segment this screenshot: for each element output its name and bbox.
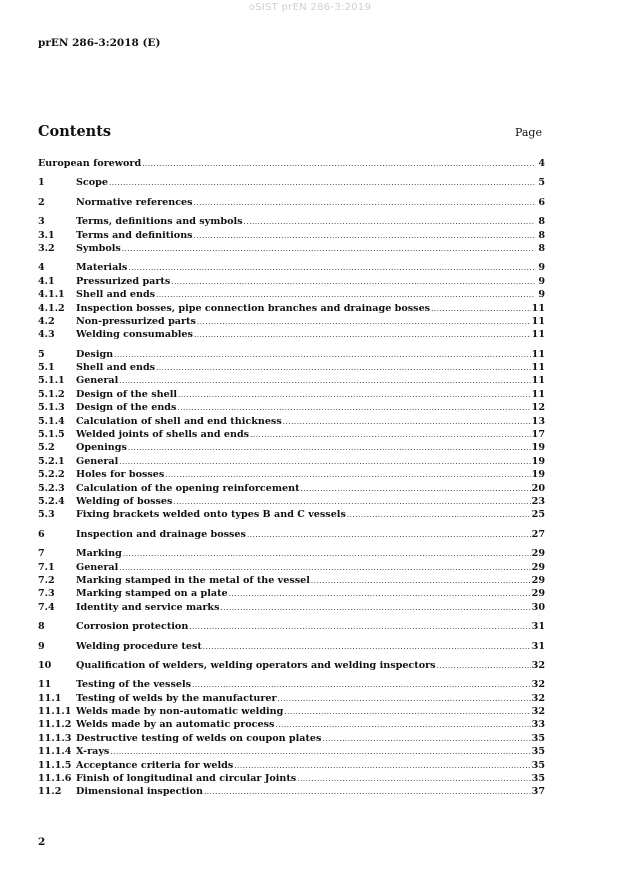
- toc-entry-page: 13: [531, 415, 545, 427]
- toc-entry[interactable]: [38, 196, 545, 209]
- toc-dot-leader: [128, 442, 531, 455]
- toc-entry-title: X-rays: [76, 746, 110, 758]
- toc-dot-leader: [142, 158, 535, 171]
- toc-dot-leader: [347, 509, 531, 522]
- toc-entry[interactable]: [38, 388, 545, 401]
- toc-entry-number: 7.4: [38, 601, 55, 613]
- toc-entry-title: Terms and definitions: [76, 229, 193, 241]
- toc-entry[interactable]: [38, 401, 545, 414]
- toc-entry-title: Dimensional inspection: [76, 786, 203, 798]
- toc-entry-number: 11: [38, 679, 52, 691]
- toc-section-group: [38, 215, 545, 255]
- table-of-contents: [38, 157, 545, 799]
- toc-entry-page: 32: [531, 659, 545, 671]
- toc-entry[interactable]: [38, 561, 545, 574]
- toc-entry-page: 12: [531, 402, 545, 414]
- toc-entry-page: 17: [531, 429, 545, 441]
- toc-entry[interactable]: [38, 528, 545, 541]
- toc-entry-title: Symbols: [76, 242, 121, 254]
- toc-dot-leader: [297, 773, 530, 786]
- toc-entry-number: 4.2: [38, 315, 55, 327]
- toc-entry-number: 3.1: [38, 229, 55, 241]
- toc-entry-page: 31: [531, 640, 545, 652]
- toc-entry-title: Design of the shell: [76, 388, 177, 400]
- toc-dot-leader: [247, 529, 531, 542]
- toc-entry-title: General: [76, 455, 119, 467]
- toc-dot-leader: [156, 289, 535, 302]
- toc-entry[interactable]: [38, 328, 545, 341]
- toc-dot-leader: [114, 349, 530, 362]
- toc-entry-title: Corrosion protection: [76, 621, 189, 633]
- toc-entry[interactable]: [38, 157, 545, 170]
- toc-entry[interactable]: [38, 428, 545, 441]
- toc-entry[interactable]: [38, 302, 545, 315]
- toc-entry-title: Testing of the vessels: [76, 679, 191, 691]
- toc-dot-leader: [110, 746, 530, 759]
- toc-entry-page: 5: [538, 177, 545, 189]
- toc-entry-page: 6: [538, 196, 545, 208]
- toc-entry-title: Openings: [76, 442, 127, 454]
- toc-entry-number: 7: [38, 548, 45, 560]
- toc-entry[interactable]: [38, 705, 545, 718]
- toc-entry-title: Calculation of shell and end thickness: [76, 415, 282, 427]
- toc-entry-title: Holes for bosses: [76, 469, 165, 481]
- toc-entry-number: 11.1.2: [38, 719, 72, 731]
- toc-entry-number: 11.1.1: [38, 706, 72, 718]
- toc-dot-leader: [437, 660, 531, 673]
- toc-dot-leader: [204, 786, 531, 799]
- document-id: prEN 286-3:2018 (E): [38, 37, 161, 49]
- toc-entry-number: 4.3: [38, 329, 55, 341]
- toc-dot-leader: [322, 733, 530, 746]
- toc-entry[interactable]: [38, 759, 545, 772]
- toc-dot-leader: [431, 303, 531, 316]
- toc-entry-number: 5.1.1: [38, 375, 65, 387]
- toc-entry-number: 5.1.4: [38, 415, 65, 427]
- page-column-header: Page: [514, 126, 542, 139]
- toc-dot-leader: [197, 316, 531, 329]
- toc-entry-page: 29: [531, 588, 545, 600]
- toc-entry-number: 7.2: [38, 574, 55, 586]
- toc-entry-number: 11.1: [38, 692, 62, 704]
- toc-entry[interactable]: [38, 242, 545, 255]
- toc-entry-page: 11: [531, 362, 545, 374]
- toc-entry-title: Identity and service marks: [76, 601, 220, 613]
- toc-entry-number: 2: [38, 196, 45, 208]
- toc-entry-page: 23: [531, 495, 545, 507]
- toc-entry-page: 37: [531, 786, 545, 798]
- toc-entry-page: 9: [538, 262, 545, 274]
- toc-entry-title: Welded joints of shells and ends: [76, 429, 250, 441]
- toc-dot-leader: [203, 641, 531, 654]
- toc-entry[interactable]: [38, 587, 545, 600]
- toc-entry[interactable]: [38, 455, 545, 468]
- toc-entry-number: 10: [38, 659, 52, 671]
- toc-dot-leader: [128, 262, 535, 275]
- toc-section-group: [38, 528, 545, 541]
- toc-entry-number: 11.2: [38, 786, 62, 798]
- toc-dot-leader: [284, 706, 530, 719]
- toc-entry-page: 30: [531, 601, 545, 613]
- toc-entry-page: 35: [531, 746, 545, 758]
- toc-entry-number: 8: [38, 621, 45, 633]
- toc-entry-title: Marking: [76, 548, 122, 560]
- toc-entry-title: Welds made by non-automatic welding: [76, 706, 284, 718]
- toc-entry-title: Testing of welds by the manufacturer: [76, 692, 277, 704]
- toc-entry-number: 11.1.6: [38, 773, 72, 785]
- toc-entry[interactable]: [38, 176, 545, 189]
- watermark: oSIST prEN 286-3:2019: [248, 2, 372, 13]
- toc-entry-page: 4: [538, 158, 545, 169]
- toc-dot-leader: [171, 276, 535, 289]
- toc-entry[interactable]: [38, 601, 545, 614]
- toc-entry-page: 29: [531, 548, 545, 560]
- toc-entry-page: 32: [531, 679, 545, 691]
- toc-entry[interactable]: [38, 482, 545, 495]
- toc-entry[interactable]: [38, 620, 545, 633]
- toc-entry-title: Calculation of the opening reinforcement: [76, 482, 300, 494]
- toc-section-group: [38, 547, 545, 614]
- toc-entry-number: 11.1.3: [38, 732, 72, 744]
- toc-entry-number: 11.1.5: [38, 759, 72, 771]
- toc-entry[interactable]: [38, 288, 545, 301]
- toc-entry-number: 5.2: [38, 442, 55, 454]
- toc-entry-page: 8: [538, 242, 545, 254]
- toc-section-group: [38, 261, 545, 341]
- toc-entry-number: 7.1: [38, 561, 55, 573]
- toc-entry-title: Finish of longitudinal and circular Joints: [76, 773, 297, 785]
- toc-entry[interactable]: [38, 441, 545, 454]
- toc-entry[interactable]: [38, 495, 545, 508]
- toc-entry-number: 4: [38, 262, 45, 274]
- toc-dot-leader: [275, 719, 530, 732]
- toc-entry-title: Non-pressurized parts: [76, 315, 196, 327]
- toc-entry-number: 5.3: [38, 509, 55, 521]
- toc-entry[interactable]: [38, 745, 545, 758]
- toc-entry-title: Scope: [76, 177, 108, 189]
- toc-entry[interactable]: [38, 415, 545, 428]
- toc-entry-title: Shell and ends: [76, 289, 156, 301]
- toc-entry-page: 11: [531, 329, 545, 341]
- toc-dot-leader: [165, 469, 530, 482]
- toc-entry-title: General: [76, 375, 119, 387]
- toc-entry-number: 1: [38, 177, 45, 189]
- toc-entry-title: Welding of bosses: [76, 495, 173, 507]
- page-number: 2: [38, 836, 46, 848]
- toc-entry[interactable]: [38, 261, 545, 274]
- toc-entry-page: 11: [531, 388, 545, 400]
- toc-entry[interactable]: [38, 574, 545, 587]
- toc-dot-leader: [122, 243, 535, 256]
- toc-entry[interactable]: [38, 678, 545, 691]
- toc-entry[interactable]: [38, 374, 545, 387]
- toc-entry-title: Marking stamped on a plate: [76, 588, 228, 600]
- toc-entry-page: 8: [538, 229, 545, 241]
- toc-entry-number: 3.2: [38, 242, 55, 254]
- toc-entry-title: Inspection bosses, pipe connection branches and drainage bosses: [76, 302, 431, 314]
- toc-entry[interactable]: [38, 547, 545, 560]
- toc-dot-leader: [156, 362, 531, 375]
- toc-dot-leader: [278, 693, 531, 706]
- toc-dot-leader: [177, 402, 530, 415]
- toc-entry[interactable]: [38, 640, 545, 653]
- toc-dot-leader: [244, 216, 535, 229]
- toc-entry[interactable]: [38, 361, 545, 374]
- toc-entry-title: Marking stamped in the metal of the vessel: [76, 574, 310, 586]
- toc-entry[interactable]: [38, 468, 545, 481]
- toc-entry-number: 9: [38, 640, 45, 652]
- toc-entry-title: Fixing brackets welded onto types B and C vessels: [76, 509, 346, 521]
- toc-entry-page: 19: [531, 442, 545, 454]
- toc-section-group: [38, 640, 545, 653]
- toc-entry-number: 4.1: [38, 275, 55, 287]
- toc-entry-page: 25: [531, 509, 545, 521]
- toc-entry-page: 19: [531, 469, 545, 481]
- toc-entry-number: 5.2.1: [38, 455, 65, 467]
- toc-dot-leader: [220, 602, 530, 615]
- toc-entry-page: 11: [531, 375, 545, 387]
- toc-section-group: [38, 176, 545, 189]
- toc-entry-page: 11: [531, 315, 545, 327]
- toc-entry-number: 4.1.1: [38, 289, 65, 301]
- toc-entry-page: 11: [531, 348, 545, 360]
- toc-entry-number: 5.2.2: [38, 469, 65, 481]
- toc-entry-title: Terms, definitions and symbols: [76, 216, 243, 228]
- toc-dot-leader: [119, 456, 530, 469]
- toc-entry-number: 5: [38, 348, 45, 360]
- toc-entry-page: 33: [531, 719, 545, 731]
- toc-entry-title: Acceptance criteria for welds: [76, 759, 234, 771]
- toc-dot-leader: [311, 575, 531, 588]
- toc-entry-title: Design of the ends: [76, 402, 177, 414]
- toc-dot-leader: [194, 197, 535, 210]
- toc-section-group: [38, 678, 545, 799]
- contents-heading: Contents: [38, 123, 112, 140]
- toc-dot-leader: [250, 429, 531, 442]
- toc-entry-title: Welding procedure test: [76, 640, 202, 652]
- toc-entry-title: Pressurized parts: [76, 275, 171, 287]
- toc-entry[interactable]: [38, 275, 545, 288]
- toc-entry-page: 9: [538, 289, 545, 301]
- toc-entry-number: 5.1.3: [38, 402, 65, 414]
- toc-entry-number: 5.1.2: [38, 388, 65, 400]
- toc-section-group: [38, 348, 545, 522]
- toc-section-group: [38, 659, 545, 672]
- toc-entry-page: 27: [531, 528, 545, 540]
- toc-entry[interactable]: [38, 215, 545, 228]
- toc-dot-leader: [119, 375, 530, 388]
- toc-entry-number: 11.1.4: [38, 746, 72, 758]
- toc-section-group: [38, 157, 545, 170]
- toc-entry-number: 4.1.2: [38, 302, 65, 314]
- toc-entry-page: 32: [531, 706, 545, 718]
- toc-entry-title: European foreword: [38, 158, 142, 169]
- toc-entry-title: Qualification of welders, welding operators and welding inspectors: [76, 659, 436, 671]
- toc-entry[interactable]: [38, 718, 545, 731]
- toc-entry-page: 32: [531, 692, 545, 704]
- toc-entry-number: 5.2.4: [38, 495, 65, 507]
- toc-entry-number: 6: [38, 528, 45, 540]
- toc-entry-page: 9: [538, 275, 545, 287]
- toc-entry-title: General: [76, 561, 119, 573]
- toc-entry-title: Materials: [76, 262, 128, 274]
- toc-entry-title: Normative references: [76, 196, 193, 208]
- toc-entry-title: Design: [76, 348, 114, 360]
- toc-dot-leader: [194, 230, 535, 243]
- toc-dot-leader: [229, 588, 531, 601]
- toc-entry-page: 31: [531, 621, 545, 633]
- toc-entry[interactable]: [38, 732, 545, 745]
- toc-entry[interactable]: [38, 348, 545, 361]
- toc-entry-page: 8: [538, 216, 545, 228]
- toc-dot-leader: [173, 496, 530, 509]
- toc-entry-page: 11: [531, 302, 545, 314]
- toc-entry-page: 35: [531, 759, 545, 771]
- toc-entry[interactable]: [38, 315, 545, 328]
- toc-dot-leader: [189, 621, 530, 634]
- toc-entry-title: Welding consumables: [76, 329, 193, 341]
- toc-entry[interactable]: [38, 508, 545, 521]
- toc-entry-number: 5.2.3: [38, 482, 65, 494]
- toc-entry-title: Shell and ends: [76, 362, 156, 374]
- toc-entry-page: 19: [531, 455, 545, 467]
- toc-entry-page: 29: [531, 574, 545, 586]
- toc-entry-page: 35: [531, 732, 545, 744]
- toc-section-group: [38, 196, 545, 209]
- toc-entry-number: 5.1.5: [38, 429, 65, 441]
- toc-entry[interactable]: [38, 692, 545, 705]
- toc-dot-leader: [301, 483, 531, 496]
- toc-dot-leader: [109, 177, 535, 190]
- toc-entry-number: 5.1: [38, 362, 55, 374]
- toc-entry-number: 3: [38, 216, 45, 228]
- toc-entry[interactable]: [38, 772, 545, 785]
- toc-dot-leader: [123, 548, 531, 561]
- toc-dot-leader: [283, 416, 531, 429]
- toc-dot-leader: [194, 329, 531, 342]
- toc-entry-title: Welds made by an automatic process: [76, 719, 275, 731]
- toc-entry[interactable]: [38, 785, 545, 798]
- toc-entry[interactable]: [38, 659, 545, 672]
- toc-section-group: [38, 620, 545, 633]
- toc-dot-leader: [192, 679, 531, 692]
- toc-entry-page: 29: [531, 561, 545, 573]
- toc-entry-page: 35: [531, 773, 545, 785]
- toc-entry-title: Inspection and drainage bosses: [76, 528, 246, 540]
- toc-entry-number: 7.3: [38, 588, 55, 600]
- toc-dot-leader: [119, 562, 530, 575]
- toc-entry[interactable]: [38, 229, 545, 242]
- toc-entry-page: 20: [531, 482, 545, 494]
- toc-dot-leader: [234, 760, 530, 773]
- toc-dot-leader: [178, 389, 531, 402]
- toc-entry-title: Destructive testing of welds on coupon plates: [76, 732, 322, 744]
